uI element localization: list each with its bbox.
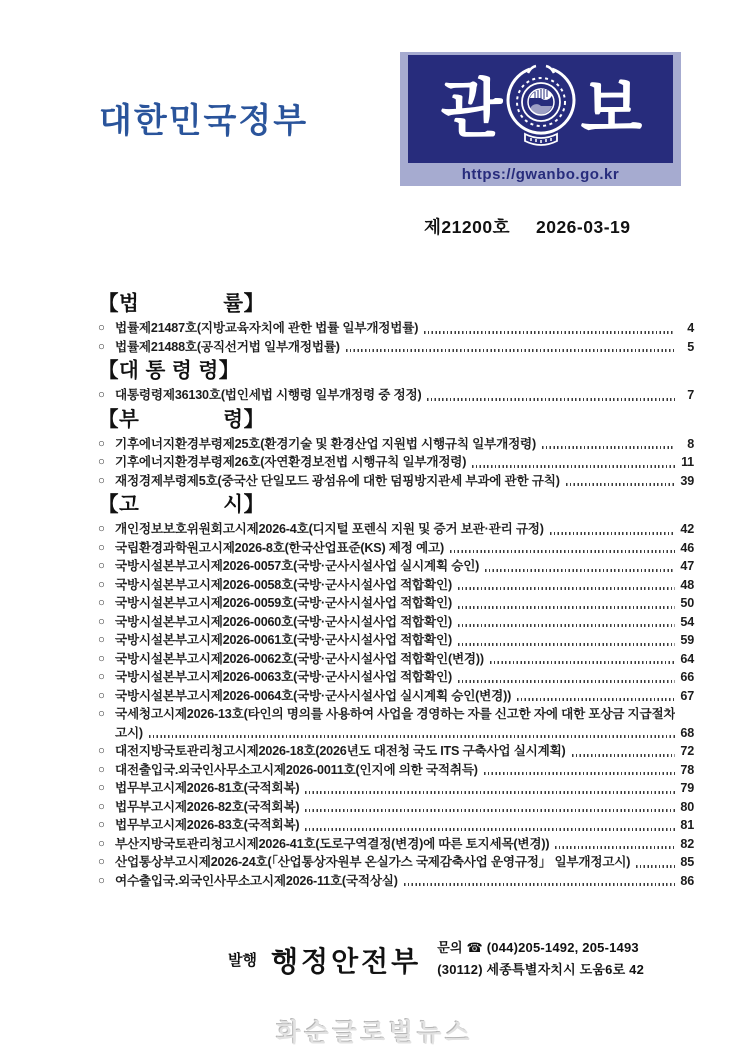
item-bullet: ○ (98, 874, 105, 887)
page-number: 86 (680, 873, 694, 888)
page-number: 46 (680, 540, 694, 555)
gwanbo-logo (400, 52, 681, 186)
item-title: 법무부고시제2026-83호(국적회복) (115, 818, 300, 832)
toc-item (98, 779, 694, 798)
item-bullet: ○ (98, 652, 105, 665)
item-title: 법률제21487호(지방교육자치에 관한 법률 일부개정법률) (115, 321, 419, 335)
toc-item (98, 613, 694, 632)
dot-leader (404, 883, 675, 886)
page-number: 80 (680, 799, 694, 814)
toc-item (98, 761, 694, 780)
toc-item (98, 576, 694, 595)
dot-leader (458, 643, 675, 646)
item-bullet: ○ (98, 615, 105, 628)
item-bullet: ○ (98, 671, 105, 683)
dot-leader (458, 606, 675, 609)
item-bullet: ○ (98, 560, 105, 572)
page-number: 79 (680, 781, 694, 795)
item-bullet: ○ (98, 837, 105, 850)
item-title: 기후에너지환경부령제25호(환경기술 및 환경산업 지원법 시행규칙 일부개정령) (115, 436, 536, 451)
page-number: 59 (680, 633, 694, 647)
toc-item-continuation (98, 724, 694, 743)
dot-leader (305, 809, 675, 812)
toc-item (98, 594, 694, 613)
toc-item (98, 631, 694, 650)
toc-item (98, 853, 694, 872)
dot-leader (450, 550, 675, 553)
dot-leader (490, 661, 675, 664)
section-title: 【고 시】 (98, 493, 265, 516)
item-bullet: ○ (98, 689, 105, 702)
dot-leader (472, 465, 675, 468)
toc-item (98, 798, 694, 817)
dot-leader (550, 532, 675, 535)
item-bullet: ○ (98, 634, 105, 646)
gwanbo-logo-box (408, 55, 673, 163)
page-number: 85 (680, 855, 694, 869)
toc-item (98, 435, 694, 454)
page-number: 68 (680, 725, 694, 740)
table-of-contents (98, 289, 694, 890)
toc-item (98, 520, 694, 539)
toc-item (98, 453, 694, 472)
toc-item (98, 539, 694, 558)
toc-item (98, 816, 694, 835)
toc-item (98, 650, 694, 669)
section-title: 【대 통 령 령】 (98, 359, 240, 382)
page-number: 78 (680, 762, 694, 777)
item-bullet: ○ (98, 523, 105, 535)
dot-leader (485, 569, 675, 572)
page-number: 54 (680, 614, 694, 629)
dot-leader (542, 446, 675, 449)
logo-char-right: 보 (580, 73, 641, 145)
dot-leader (572, 754, 675, 757)
dot-leader (458, 680, 675, 683)
item-title: 국방시설본부고시제2026-0061호(국방·군사시설사업 적합확인) (115, 633, 452, 647)
page-number: 42 (680, 522, 694, 536)
page-number: 67 (680, 688, 694, 703)
toc-item (98, 338, 694, 357)
logo-char-left: 관 (440, 73, 501, 145)
section-title: 【법 률】 (98, 292, 265, 315)
page-number: 72 (680, 744, 694, 758)
item-bullet: ○ (98, 322, 105, 334)
page-number: 4 (687, 321, 694, 335)
item-bullet: ○ (98, 819, 105, 831)
item-title: 국방시설본부고시제2026-0059호(국방·군사시설사업 적합확인) (115, 596, 452, 610)
item-bullet: ○ (98, 389, 105, 401)
item-title: 개인정보보호위원회고시제2026-4호(디지털 포렌식 지원 및 증거 보관·관리 규정) (115, 522, 544, 536)
item-bullet: ○ (98, 578, 105, 591)
item-bullet: ○ (98, 541, 105, 554)
issue-line (424, 214, 631, 239)
item-bullet: ○ (98, 782, 105, 794)
item-title: 국방시설본부고시제2026-0062호(국방·군사시설사업 적합확인(변경)) (115, 651, 484, 666)
page-number: 66 (680, 670, 694, 684)
publisher-name: 행정안전부 (270, 946, 422, 977)
item-bullet: ○ (98, 597, 105, 609)
contact-phone: 문의 ☎ (044)205-1492, 205-1493 (437, 940, 639, 955)
dot-leader (346, 349, 675, 352)
item-bullet: ○ (98, 437, 105, 450)
dot-leader (484, 772, 675, 775)
publisher-contact (437, 937, 644, 981)
item-title: 법무부고시제2026-82호(국적회복) (115, 799, 300, 814)
government-title: 대한민국정부 (99, 102, 309, 140)
page-number: 5 (687, 339, 694, 354)
item-title: 국방시설본부고시제2026-0060호(국방·군사시설사업 적합확인) (115, 614, 452, 629)
page-number: 8 (687, 436, 694, 451)
item-title: 대전출입국.외국인사무소고시제2026-0011호(인지에 의한 국적취득) (115, 762, 478, 777)
item-title: 부산지방국토관리청고시제2026-41호(도로구역결정(변경)에 따른 토지세목(변경)) (115, 836, 550, 851)
section-title: 【부 령】 (98, 407, 265, 431)
toc-item (98, 687, 694, 706)
publish-label: 발행 (228, 952, 257, 969)
dot-leader (517, 698, 675, 701)
page-number: 11 (681, 455, 694, 469)
page-number: 82 (680, 836, 694, 851)
item-bullet: ○ (98, 708, 105, 720)
item-title: 국방시설본부고시제2026-0063호(국방·군사시설사업 적합확인) (115, 670, 452, 684)
contact-address: (30112) 세종특별자치시 도움6로 42 (437, 962, 645, 977)
item-title: 법률제21488호(공직선거법 일부개정법률) (115, 339, 340, 354)
item-title: 국방시설본부고시제2026-0058호(국방·군사시설사업 적합확인) (115, 577, 452, 592)
toc-item (98, 835, 694, 854)
dot-leader (566, 483, 675, 486)
item-title: 국세청고시제2026-13호(타인의 명의를 사용하여 사업을 경영하는 자를 신고한 자에 대한 포상금 지급절차 (115, 707, 676, 721)
dot-leader (458, 587, 675, 590)
gwanbo-url: https://gwanbo.go.kr (461, 166, 620, 183)
item-title: 기후에너지환경부령제26호(자연환경보전법 시행규칙 일부개정령) (115, 455, 467, 469)
item-title: 국립환경과학원고시제2026-8호(한국산업표준(KS) 제정 예고) (115, 540, 444, 555)
dot-leader (636, 865, 675, 868)
dot-leader (149, 735, 675, 738)
page-number: 7 (687, 388, 694, 402)
toc-item (98, 557, 694, 576)
item-title: 대전지방국토관리청고시제2026-18호(2026년도 대전청 국도 ITS 구축사업 실시계획) (115, 744, 566, 758)
item-bullet: ○ (98, 763, 105, 776)
item-title: 재정경제부령제5호(중국산 단일모드 광섬유에 대한 덤핑방지관세 부과에 관한 규칙) (115, 473, 560, 488)
page-number: 39 (680, 473, 694, 488)
item-bullet: ○ (98, 474, 105, 487)
toc-item (98, 472, 694, 491)
page-number: 50 (680, 596, 694, 610)
item-title: 산업통상부고시제2026-24호(「산업통상자원부 온실가스 국제감축사업 운영규정」 일부개정고시) (115, 855, 631, 869)
toc-item (98, 319, 694, 338)
page-number: 48 (680, 577, 694, 592)
page-number: 47 (680, 559, 694, 573)
toc-item (98, 668, 694, 687)
watermark-text: 화순글로벌뉴스 (276, 1019, 474, 1047)
item-bullet: ○ (98, 745, 105, 757)
item-bullet: ○ (98, 456, 105, 468)
item-title: 국방시설본부고시제2026-0064호(국방·군사시설사업 실시계획 승인(변경)) (115, 688, 512, 703)
dot-leader (458, 624, 675, 627)
toc-item (98, 705, 694, 724)
item-title: 고시) (115, 725, 143, 740)
page-number: 81 (680, 818, 694, 832)
toc-item (98, 742, 694, 761)
item-title: 대통령령제36130호(법인세법 시행령 일부개정령 중 정정) (115, 388, 422, 402)
item-bullet: ○ (98, 340, 105, 353)
item-title: 국방시설본부고시제2026-0057호(국방·군사시설사업 실시계획 승인) (115, 559, 480, 573)
dot-leader (424, 331, 675, 334)
item-title: 법무부고시제2026-81호(국적회복) (115, 781, 300, 795)
government-emblem-icon (504, 63, 578, 160)
toc-item (98, 872, 694, 891)
issue-date: 2026-03-19 (535, 217, 631, 237)
item-bullet: ○ (98, 800, 105, 813)
dot-leader (555, 846, 675, 849)
item-bullet: ○ (98, 856, 105, 868)
page-number: 64 (680, 651, 694, 666)
dot-leader (305, 828, 675, 831)
toc-item (98, 386, 694, 405)
dot-leader (305, 791, 675, 794)
item-title: 여수출입국.외국인사무소고시제2026-11호(국적상실) (115, 873, 398, 888)
issue-number: 제21200호 (424, 217, 510, 237)
publisher-block (228, 936, 644, 981)
dot-leader (427, 398, 675, 401)
